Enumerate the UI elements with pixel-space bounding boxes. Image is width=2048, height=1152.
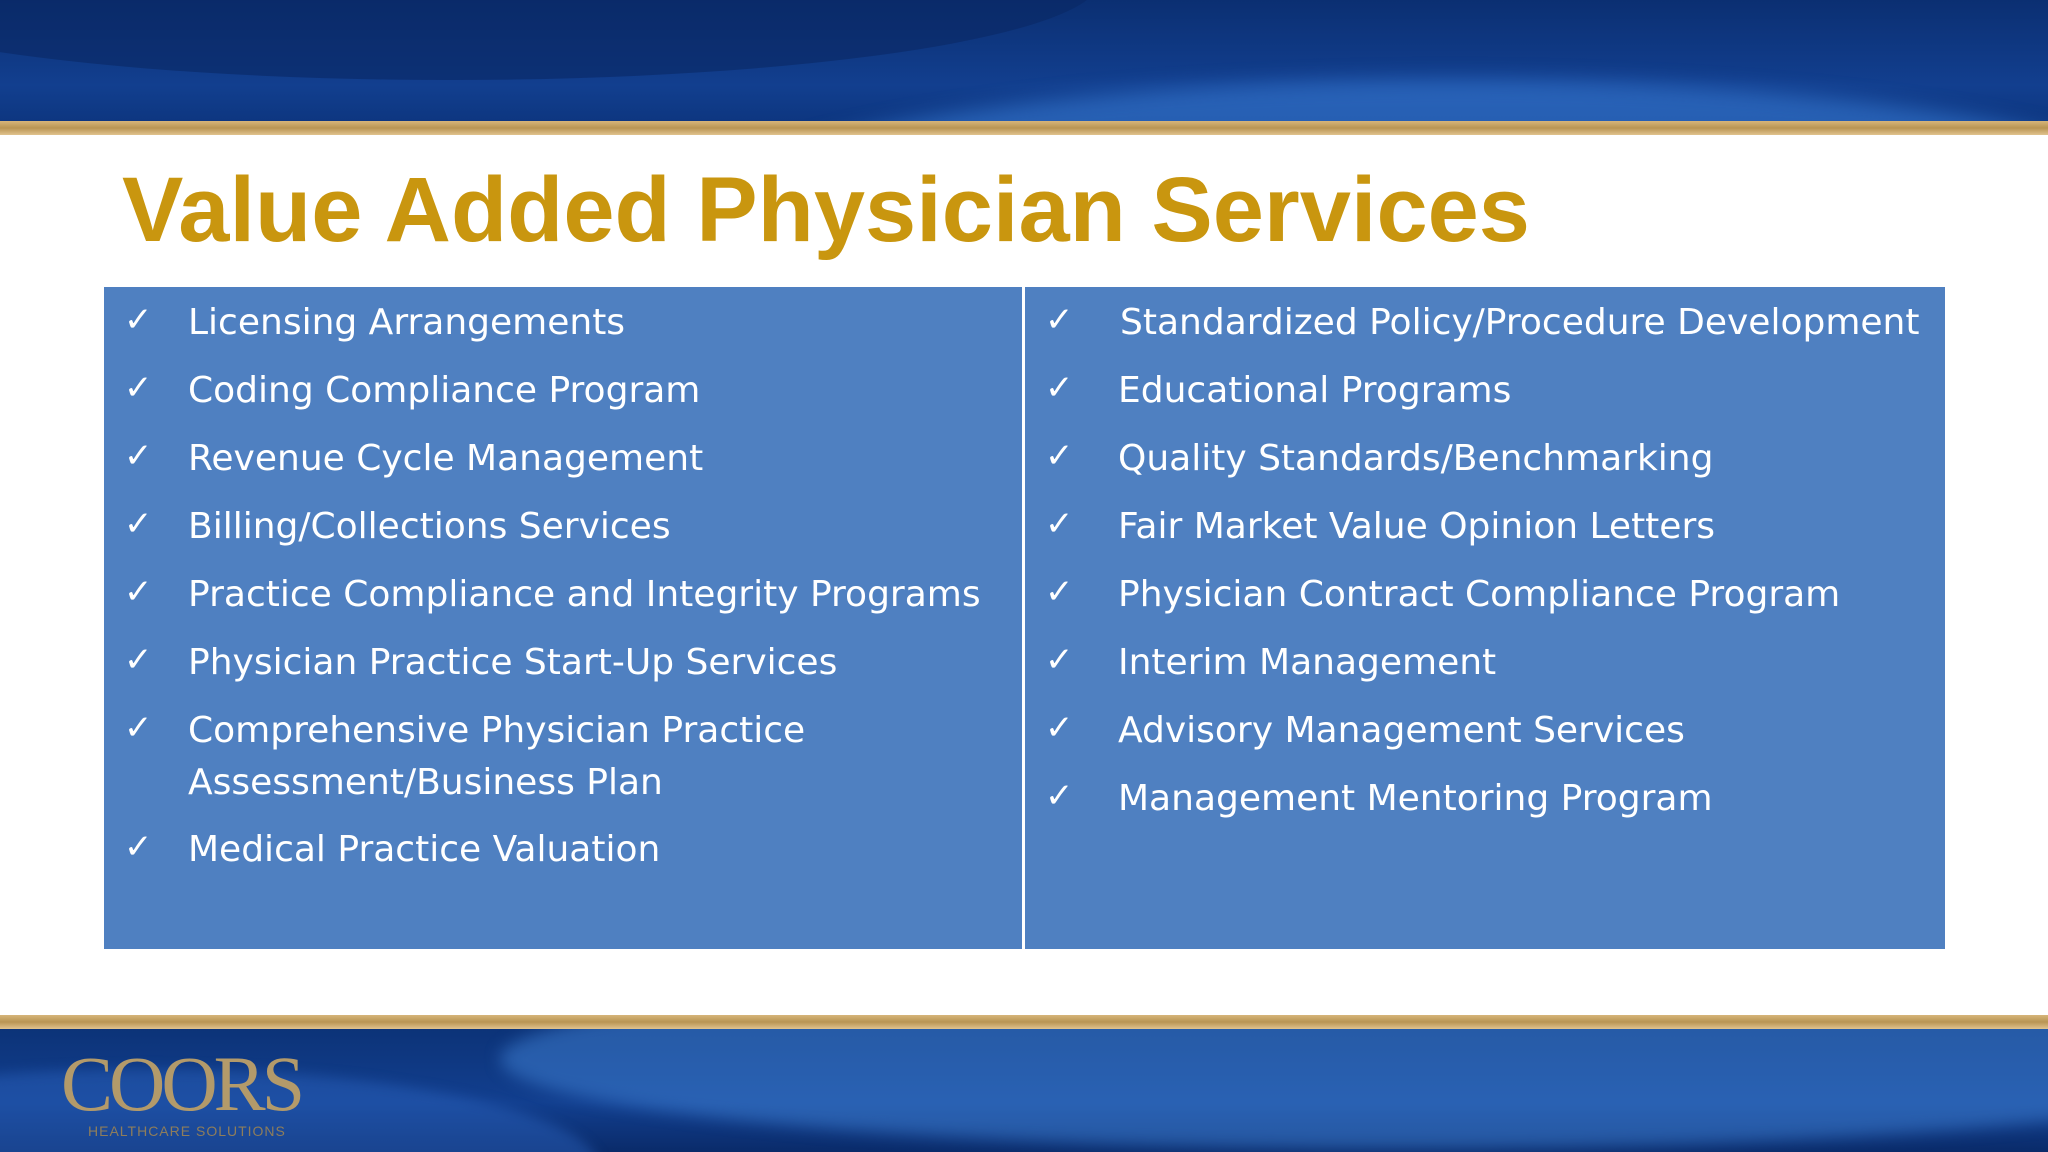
list-item-label: Physician Practice Start-Up Services: [188, 642, 838, 683]
checkmark-icon: ✓: [1045, 368, 1074, 408]
coors-logo: [56, 1030, 396, 1150]
slide-title: Value Added Physician Services: [122, 159, 1530, 261]
list-item-label: Fair Market Value Opinion Letters: [1118, 506, 1716, 547]
left-services-panel: [104, 287, 1022, 949]
list-item-label: Revenue Cycle Management: [188, 438, 704, 479]
checkmark-icon: ✓: [124, 827, 153, 867]
list-item-label: Medical Practice Valuation: [188, 829, 661, 870]
bottom-gold-rule: [0, 1015, 2048, 1029]
right-services-panel: [1025, 287, 1945, 949]
checkmark-icon: ✓: [124, 504, 153, 544]
list-item-label-line2: Assessment/Business Plan: [188, 762, 663, 803]
checkmark-icon: ✓: [1045, 572, 1074, 612]
banner-swoosh-dark: [0, 0, 1100, 80]
top-gold-rule: [0, 121, 2048, 135]
checkmark-icon: ✓: [124, 368, 153, 408]
checkmark-icon: ✓: [124, 300, 153, 340]
list-item-label: Management Mentoring Program: [1118, 778, 1713, 819]
list-item-label: Quality Standards/Benchmarking: [1118, 438, 1714, 479]
list-item-label: Practice Compliance and Integrity Programs: [188, 574, 981, 615]
checkmark-icon: ✓: [1045, 708, 1074, 748]
list-item-label: Physician Contract Compliance Program: [1118, 574, 1841, 615]
list-item-label: Coding Compliance Program: [188, 370, 701, 411]
banner-swoosh-light: [700, 80, 2048, 122]
list-item-label: Comprehensive Physician Practice: [188, 710, 806, 751]
list-item-label: Billing/Collections Services: [188, 506, 671, 547]
checkmark-icon: ✓: [124, 640, 153, 680]
checkmark-icon: ✓: [1045, 504, 1074, 544]
list-item-label: Interim Management: [1118, 642, 1497, 683]
list-item-label: Licensing Arrangements: [188, 302, 626, 343]
checkmark-icon: ✓: [1045, 640, 1074, 680]
checkmark-icon: ✓: [1045, 300, 1074, 340]
logo-tagline: HEALTHCARE SOLUTIONS: [88, 1123, 286, 1139]
top-banner: [0, 0, 2048, 122]
checkmark-icon: ✓: [124, 436, 153, 476]
list-item-label: Educational Programs: [1118, 370, 1512, 411]
checkmark-icon: ✓: [1045, 436, 1074, 476]
logo-wordmark: COORS: [61, 1040, 302, 1127]
checkmark-icon: ✓: [1045, 776, 1074, 816]
checkmark-icon: ✓: [124, 572, 153, 612]
banner-swoosh-light: [500, 1029, 2048, 1149]
checkmark-icon: ✓: [124, 708, 153, 748]
list-item-label: Advisory Management Services: [1118, 710, 1685, 751]
list-item-label: Standardized Policy/Procedure Development: [1120, 302, 1920, 343]
